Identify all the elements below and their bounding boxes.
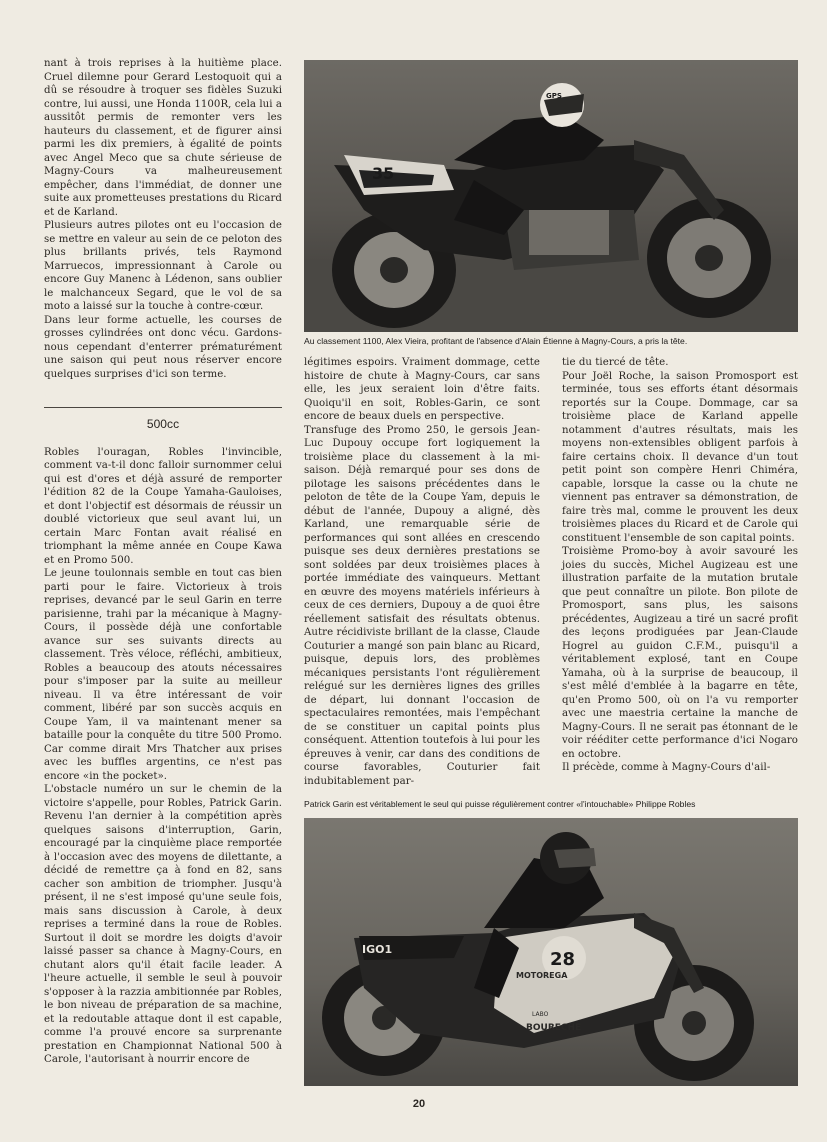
- section-title-500cc: 500cc: [44, 407, 282, 432]
- paragraph: L'obstacle numéro un sur le chemin de la victoire s'appelle, pour Robles, Patrick Garin. Revenu l'an dernier à la compétition après quelques saisons d'interruption, Garin, encouragé par la cinquième place remportée à l'occasion avec des moyens de dilettante, a décidé de remettre ça à fond en 82, sans cacher son ambition de triompher. Jusqu'à présent, il ne s'est imposé qu'une seule fois, mais sans discussion à Carole, à deux reprises a terminé dans la roue de Robles. Surtout il doit se mordre les doigts d'avoir laissé passer sa chance à Magny-Cours, en chutant alors qu'il était facile leader. A l'heure actuelle, il semble le seul à pouvoir s'opposer à la razzia ambitionnée par Robles, le bon niveau de préparation de sa machine, et la redoutable attaque dont il est capable, comme l'a prouvé encore sa surprenante prestation en Championnat National 500 à Carole, l'autorisant à nourrir encore de: [44, 784, 282, 1065]
- paragraph: légitimes espoirs. Vraiment dommage, cette histoire de chute à Magny-Cours, car sans elle, les jeux seraient loin d'être faits. Quoiqu'il en soit, Robles-Garin, ce sont encore de beaux duels en perspective.: [304, 357, 540, 422]
- helmet-text: GPS: [546, 92, 562, 100]
- text-column-right: [562, 356, 798, 775]
- fairing-text: BOURECHE: [526, 1023, 582, 1033]
- photo-alex-vieira-motorcycle: [304, 60, 798, 332]
- caption-bottom-photo: Patrick Garin est véritablement le seul qui puisse régulièrement contrer «l'intouchable» Philippe Robles: [304, 799, 696, 809]
- paragraph: Pour Joël Roche, la saison Promosport est terminée, tous ses efforts étant désormais reportés sur la Coupe. Dommage, car sa troisième place de Karland appelle notamment d'autres résultats, mais les moyens non-extensibles obligent parfois à faire certains choix. Il devance d'un tout petit point son compère Henri Chiméra, capable, lorsque la casse ou la chute ne viennent pas entraver sa démonstration, de faire très mal, comme le prouvent les deux troisièmes places du Ricard et de Carole qui constituent l'ensemble de son capital points.: [562, 370, 798, 544]
- paragraph: Plusieurs autres pilotes ont eu l'occasion de se mettre en valeur au sein de ce peloton des plus brillants privés, tels Raymond Marruecos, impressionnant à Carole ou encore Guy Manenc à Lédenon, sans oublier le malchanceux Segard, que le vol de sa moto a laissé sur la touche à contre-cœur.: [44, 220, 282, 312]
- paragraph: nant à trois reprises à la huitième place. Cruel dilemne pour Gerard Lestoquoit qui a dû se résoudre à troquer ses fidèles Suzuki contre, lui aussi, une Honda 1100R, cela lui a aussitôt permis de remonter vers les hauteurs du classement, et de figurer ainsi parmi les dix premiers, à égalité de points avec Angel Meco que sa chute sérieuse de Magny-Cours va malheureusement empêcher, dans l'immédiat, de donner une suite aux prometteuses prestations du Ricard et de Karland.: [44, 58, 282, 218]
- motorcycle-photo-illustration: [304, 60, 798, 332]
- paragraph: Troisième Promo-boy à avoir savouré les joies du succès, Michel Augizeau est une illustration parfaite de la mutation brutale que peut connaître un pilote. Bon pilote de Promosport, sans plus, les saisons précédentes, Augizeau a tiré un sacré profit des leçons prodiguées par Jean-Claude Hogrel au guidon C.F.M., puisqu'il a véritablement explosé, tant en Coupe Yamaha, où à la surprise de beaucoup, il s'est mêlé d'emblée à la bagarre en tête, qu'en Promo 500, où on l'a vu remporter avec une maestria certaine la manche de Magny-Cours. Il ne serait pas étonnant de le voir rééditer cette performance d'ici Nogaro en octobre.: [562, 546, 798, 760]
- paragraph: Robles l'ouragan, Robles l'invincible, comment va-t-il donc falloir surnommer celui qui est d'ores et déjà assuré de remporter l'édition 82 de la Coupe Yamaha-Gauloises, et dont l'objectif est désormais de réussir un doublé victorieux que seul avant lui, un certain Marc Fontan avait réalisé en triomphant la même année en Coupe Kawa et en Promo 500.: [44, 446, 282, 566]
- page-number: 20: [412, 1098, 426, 1110]
- paragraph: tie du tiercé de tête.: [562, 357, 669, 368]
- side-text: MOTOREGA: [516, 971, 568, 980]
- paragraph: Le jeune toulonnais semble en tout cas bien parti pour le faire. Victorieux à trois reprises, devancé par le seul Garin en terre parisienne, trahi par la mécanique à Magny-Cours, il possède déjà une confortable avance sur ses suivants directs au classement. Très véloce, réfléchi, ambitieux, Robles a beaucoup des atouts nécessaires pour s'imposer par la suite au meilleur niveau. Il va être intéressant de voir comment, libéré par son succès acquis en Coupe Yam, il va maintenant mener sa bataille pour la conquête du titre 500 Promo. Car comme dirait Mrs Thatcher aux prises avec les buffles argentins, ce n'est pas encore «in the pocket».: [44, 568, 282, 782]
- text-column-left: [44, 57, 282, 1067]
- caption-top-photo: Au classement 1100, Alex Vieira, profitant de l'absence d'Alain Étienne à Magny-Cours, a pris la tête.: [304, 336, 688, 346]
- paragraph: Transfuge des Promo 250, le gersois Jean-Luc Dupouy occupe fort logiquement la troisième place du classement à la mi-saison. Déjà remarqué pour ses dons de pilotage les saisons précédentes dans le peloton de tête de la Coupe Yam, depuis le début de l'année, Dupouy a aligné, dès Karland, une remarquable série de performances qui sont allées en crescendo puisque ses deux dernières prestations se sont soldées par deux troisièmes places à portée immédiate des vainqueurs. Mettant en œuvre des moyens matériels inférieurs à ceux de ces derniers, Dupouy a de quoi être réellement satisfait des résultats obtenus. Autre récidiviste brillant de la classe, Claude Couturier a mangé son pain blanc au Ricard, puisque, depuis lors, des problèmes mécaniques persistants l'ont régulièrement relégué sur les dernières lignes des grilles de départ, lui donnant l'occasion de spectaculaires remontées, mais l'empêchant de se constituer un capital points plus conséquent. Attention toutefois à lui pour les épreuves à venir, car dans des conditions de course favorables, Couturier fait indubitablement par-: [304, 424, 540, 787]
- fairing-label: LABO: [532, 1011, 549, 1018]
- photo-patrick-garin-motorcycle: [304, 818, 798, 1086]
- nose-text: IGO1: [362, 943, 393, 956]
- paragraph: Dans leur forme actuelle, les courses de grosses cylindrées ont donc vécu. Gardons-nous cependant d'enterrer prématurément une saison qui peut nous réserver encore quelques surprises d'ici son terme.: [44, 314, 282, 380]
- paragraph: Il précède, comme à Magny-Cours d'ail-: [562, 762, 771, 773]
- plate-number: 35: [372, 164, 395, 183]
- motorcycle-photo-illustration: [304, 818, 798, 1086]
- text-column-middle: [304, 356, 540, 788]
- plate-number: 28: [550, 949, 576, 970]
